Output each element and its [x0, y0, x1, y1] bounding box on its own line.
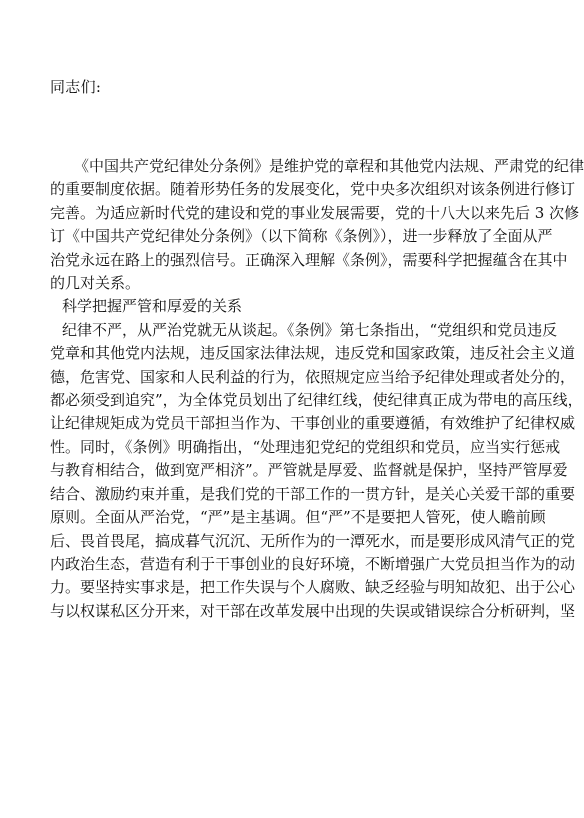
text-line: 纪律不严，从严治党就无从谈起。《条例》第七条指出，“党组织和党员违反 [62, 320, 558, 339]
text-line: 内政治生态，营造有利于干事创业的良好环境，不断增强广大党员担当作为的动 [50, 554, 576, 573]
text-line: 订《中国共产党纪律处分条例》（以下简称《条例》），进一步释放了全面从严 [50, 227, 553, 246]
text-line: 结合、激励约束并重，是我们党的干部工作的一贯方针，是关心关爱干部的重要 [50, 484, 576, 503]
text-line: 的重要制度依据。随着形势任务的发展变化，党中央多次组织对该条例进行修订 [50, 180, 576, 199]
text-line: 原则。全面从严治党，“严”是主基调。但“严”不是要把人管死，使人瞻前顾 [50, 508, 546, 527]
text-line: 治党永远在路上的强烈信号。正确深入理解《条例》，需要科学把握蕴含在其中 [50, 250, 568, 269]
text-line: 性。同时，《条例》明确指出，“处理违犯党纪的党组织和党员，应当实行惩戒 [50, 437, 561, 456]
paragraph-intro [50, 155, 584, 295]
text-line: 力。要坚持实事求是，把工作失误与个人腐败、缺乏经验与明知故犯、出于公心 [50, 578, 576, 597]
document-body [50, 155, 584, 623]
paragraph-discipline [50, 319, 583, 623]
text-line: 德，危害党、国家和人民利益的行为，依照规定应当给予纪律处理或者处分的， [50, 367, 576, 386]
text-line: 完善。为适应新时代党的建设和党的事业发展需要，党的十八大以来先后 3 次修 [50, 203, 580, 222]
text-line: 后、畏首畏尾，搞成暮气沉沉、无所作为的一潭死水，而是要形成风清气正的党 [50, 531, 576, 550]
text-line: 与教育相结合，做到宽严相济”。严管就是厚爱、监督就是保护，坚持严管厚爱 [50, 461, 568, 480]
text-line: 都必须受到追究”，为全体党员划出了纪律红线，使纪律真正成为带电的高压线， [50, 391, 583, 410]
text-line: 党章和其他党内法规，违反国家法律法规，违反党和国家政策，违反社会主义道 [50, 344, 576, 363]
greeting: 同志们: [50, 78, 102, 96]
text-line: 的几对关系。 [50, 274, 141, 293]
section-heading: 科学把握严管和厚爱的关系 [62, 297, 243, 316]
text-line: 《中国共产党纪律处分条例》是维护党的章程和其他党内法规、严肃党的纪律 [74, 157, 584, 175]
text-line: 与以权谋私区分开来，对干部在改革发展中出现的失误或错误综合分析研判，坚 [50, 601, 576, 620]
text-line: 让纪律规矩成为党员干部担当作为、干事创业的重要遵循，有效维护了纪律权威 [50, 414, 576, 433]
